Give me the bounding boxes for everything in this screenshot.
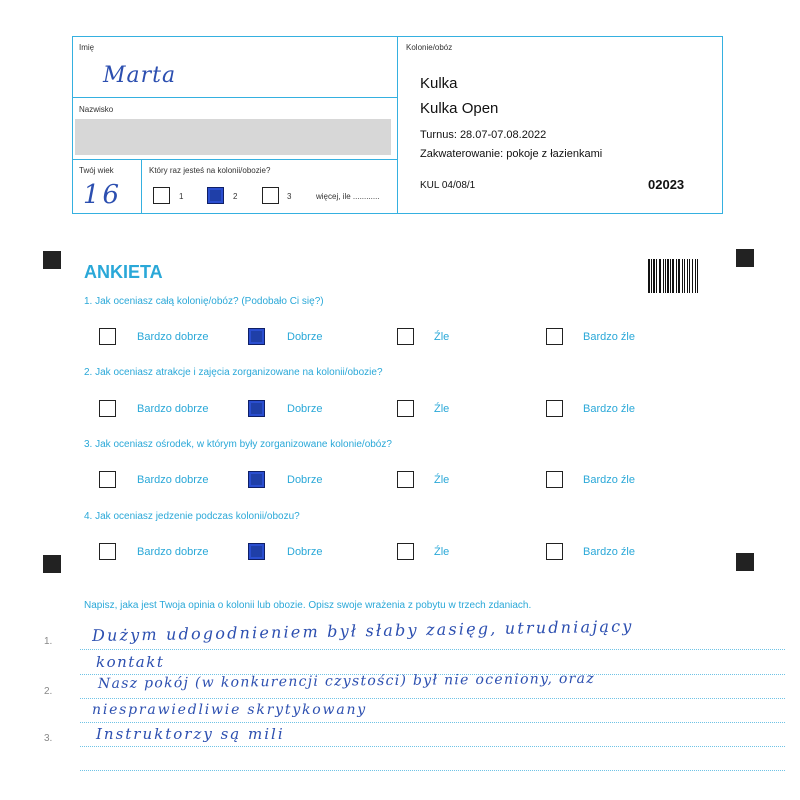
writing-line	[80, 770, 785, 771]
q4-option-label: Źle	[434, 546, 450, 558]
registration-mark	[43, 555, 61, 573]
accommodation: Zakwaterowanie: pokoje z łazienkami	[420, 148, 603, 160]
turnus: Turnus: 28.07-07.08.2022	[420, 129, 547, 141]
times-checkbox-2[interactable]	[207, 187, 224, 204]
q4-checkbox-dobrze[interactable]	[248, 543, 265, 560]
q2-option-label: Źle	[434, 403, 450, 415]
q3-option-label: Bardzo dobrze	[137, 474, 209, 486]
times-option-1: 1	[179, 192, 184, 201]
times-more-label: więcej, ile ............	[316, 192, 380, 201]
q1-checkbox-zle[interactable]	[397, 328, 414, 345]
q1-checkbox-bardzo-dobrze[interactable]	[99, 328, 116, 345]
answer-line-1a[interactable]: Dużym udogodnieniem był słaby zasięg, utrudniający	[91, 616, 634, 645]
form-number: 02023	[648, 177, 685, 192]
registration-mark	[736, 553, 754, 571]
q2-checkbox-bardzo-dobrze[interactable]	[99, 400, 116, 417]
line-number-1: 1.	[44, 636, 53, 647]
q4-checkbox-zle[interactable]	[397, 543, 414, 560]
opinion-prompt: Napisz, jaka jest Twoja opinia o kolonii lub obozie. Opisz swoje wrażenia z pobytu w trzech zdaniach.	[84, 600, 532, 611]
q3-option-label: Źle	[434, 474, 450, 486]
name-label: Imię	[79, 43, 95, 52]
barcode	[648, 259, 700, 293]
divider	[73, 97, 397, 98]
registration-mark	[43, 251, 61, 269]
times-option-3: 3	[287, 192, 292, 201]
q1-option-label: Bardzo dobrze	[137, 331, 209, 343]
q2-option-label: Dobrze	[287, 403, 323, 415]
q2-option-label: Bardzo dobrze	[137, 403, 209, 415]
answer-line-2a[interactable]: Nasz pokój (w konkurencji czystości) był nie oceniony, oraz	[97, 670, 596, 692]
personal-info-box	[72, 36, 398, 214]
divider	[73, 159, 397, 160]
times-option-2: 2	[233, 192, 238, 201]
answer-line-2b[interactable]: niesprawiedliwie skrytykowany	[92, 702, 367, 718]
surname-label: Nazwisko	[79, 105, 114, 114]
q3-checkbox-bardzo-dobrze[interactable]	[99, 471, 116, 488]
age-value[interactable]: 16	[83, 180, 123, 210]
q2-option-label: Bardzo źle	[583, 403, 635, 415]
question-2: 2. Jak oceniasz atrakcje i zajęcia zorganizowane na kolonii/obozie?	[84, 367, 383, 378]
q1-option-label: Źle	[434, 331, 450, 343]
writing-line	[80, 746, 785, 747]
answer-line-1b[interactable]: kontakt	[96, 653, 165, 671]
q3-checkbox-dobrze[interactable]	[248, 471, 265, 488]
q2-checkbox-bardzo-zle[interactable]	[546, 400, 563, 417]
q4-checkbox-bardzo-dobrze[interactable]	[99, 543, 116, 560]
q1-option-label: Dobrze	[287, 331, 323, 343]
camp-label: Kolonie/obóz	[406, 43, 453, 52]
q4-option-label: Dobrze	[287, 546, 323, 558]
surname-redacted-field[interactable]	[75, 119, 391, 155]
q2-checkbox-dobrze[interactable]	[248, 400, 265, 417]
camp-subname: Kulka Open	[420, 100, 499, 117]
camp-code: KUL 04/08/1	[420, 180, 476, 191]
writing-line	[80, 722, 785, 723]
survey-title: ANKIETA	[84, 262, 163, 282]
divider	[141, 159, 142, 213]
q1-checkbox-bardzo-zle[interactable]	[546, 328, 563, 345]
camp-name: Kulka	[420, 75, 458, 92]
q3-option-label: Bardzo źle	[583, 474, 635, 486]
q1-checkbox-dobrze[interactable]	[248, 328, 265, 345]
writing-line	[80, 698, 785, 699]
line-number-3: 3.	[44, 733, 53, 744]
question-4: 4. Jak oceniasz jedzenie podczas kolonii/obozu?	[84, 511, 300, 522]
q3-checkbox-bardzo-zle[interactable]	[546, 471, 563, 488]
q1-option-label: Bardzo źle	[583, 331, 635, 343]
camp-info-box	[398, 36, 723, 214]
times-checkbox-3[interactable]	[262, 187, 279, 204]
answer-line-3[interactable]: Instruktorzy są mili	[96, 725, 285, 743]
question-1: 1. Jak oceniasz całą kolonię/obóz? (Podobało Ci się?)	[84, 296, 324, 307]
q4-checkbox-bardzo-zle[interactable]	[546, 543, 563, 560]
writing-line	[80, 649, 785, 650]
line-number-2: 2.	[44, 686, 53, 697]
age-label: Twój wiek	[79, 166, 114, 175]
q3-option-label: Dobrze	[287, 474, 323, 486]
q4-option-label: Bardzo dobrze	[137, 546, 209, 558]
q4-option-label: Bardzo źle	[583, 546, 635, 558]
times-checkbox-1[interactable]	[153, 187, 170, 204]
q3-checkbox-zle[interactable]	[397, 471, 414, 488]
name-value[interactable]: Marta	[103, 63, 177, 88]
q2-checkbox-zle[interactable]	[397, 400, 414, 417]
registration-mark	[736, 249, 754, 267]
times-label: Który raz jesteś na kolonii/obozie?	[149, 166, 271, 175]
question-3: 3. Jak oceniasz ośrodek, w którym były zorganizowane kolonie/obóz?	[84, 439, 392, 450]
